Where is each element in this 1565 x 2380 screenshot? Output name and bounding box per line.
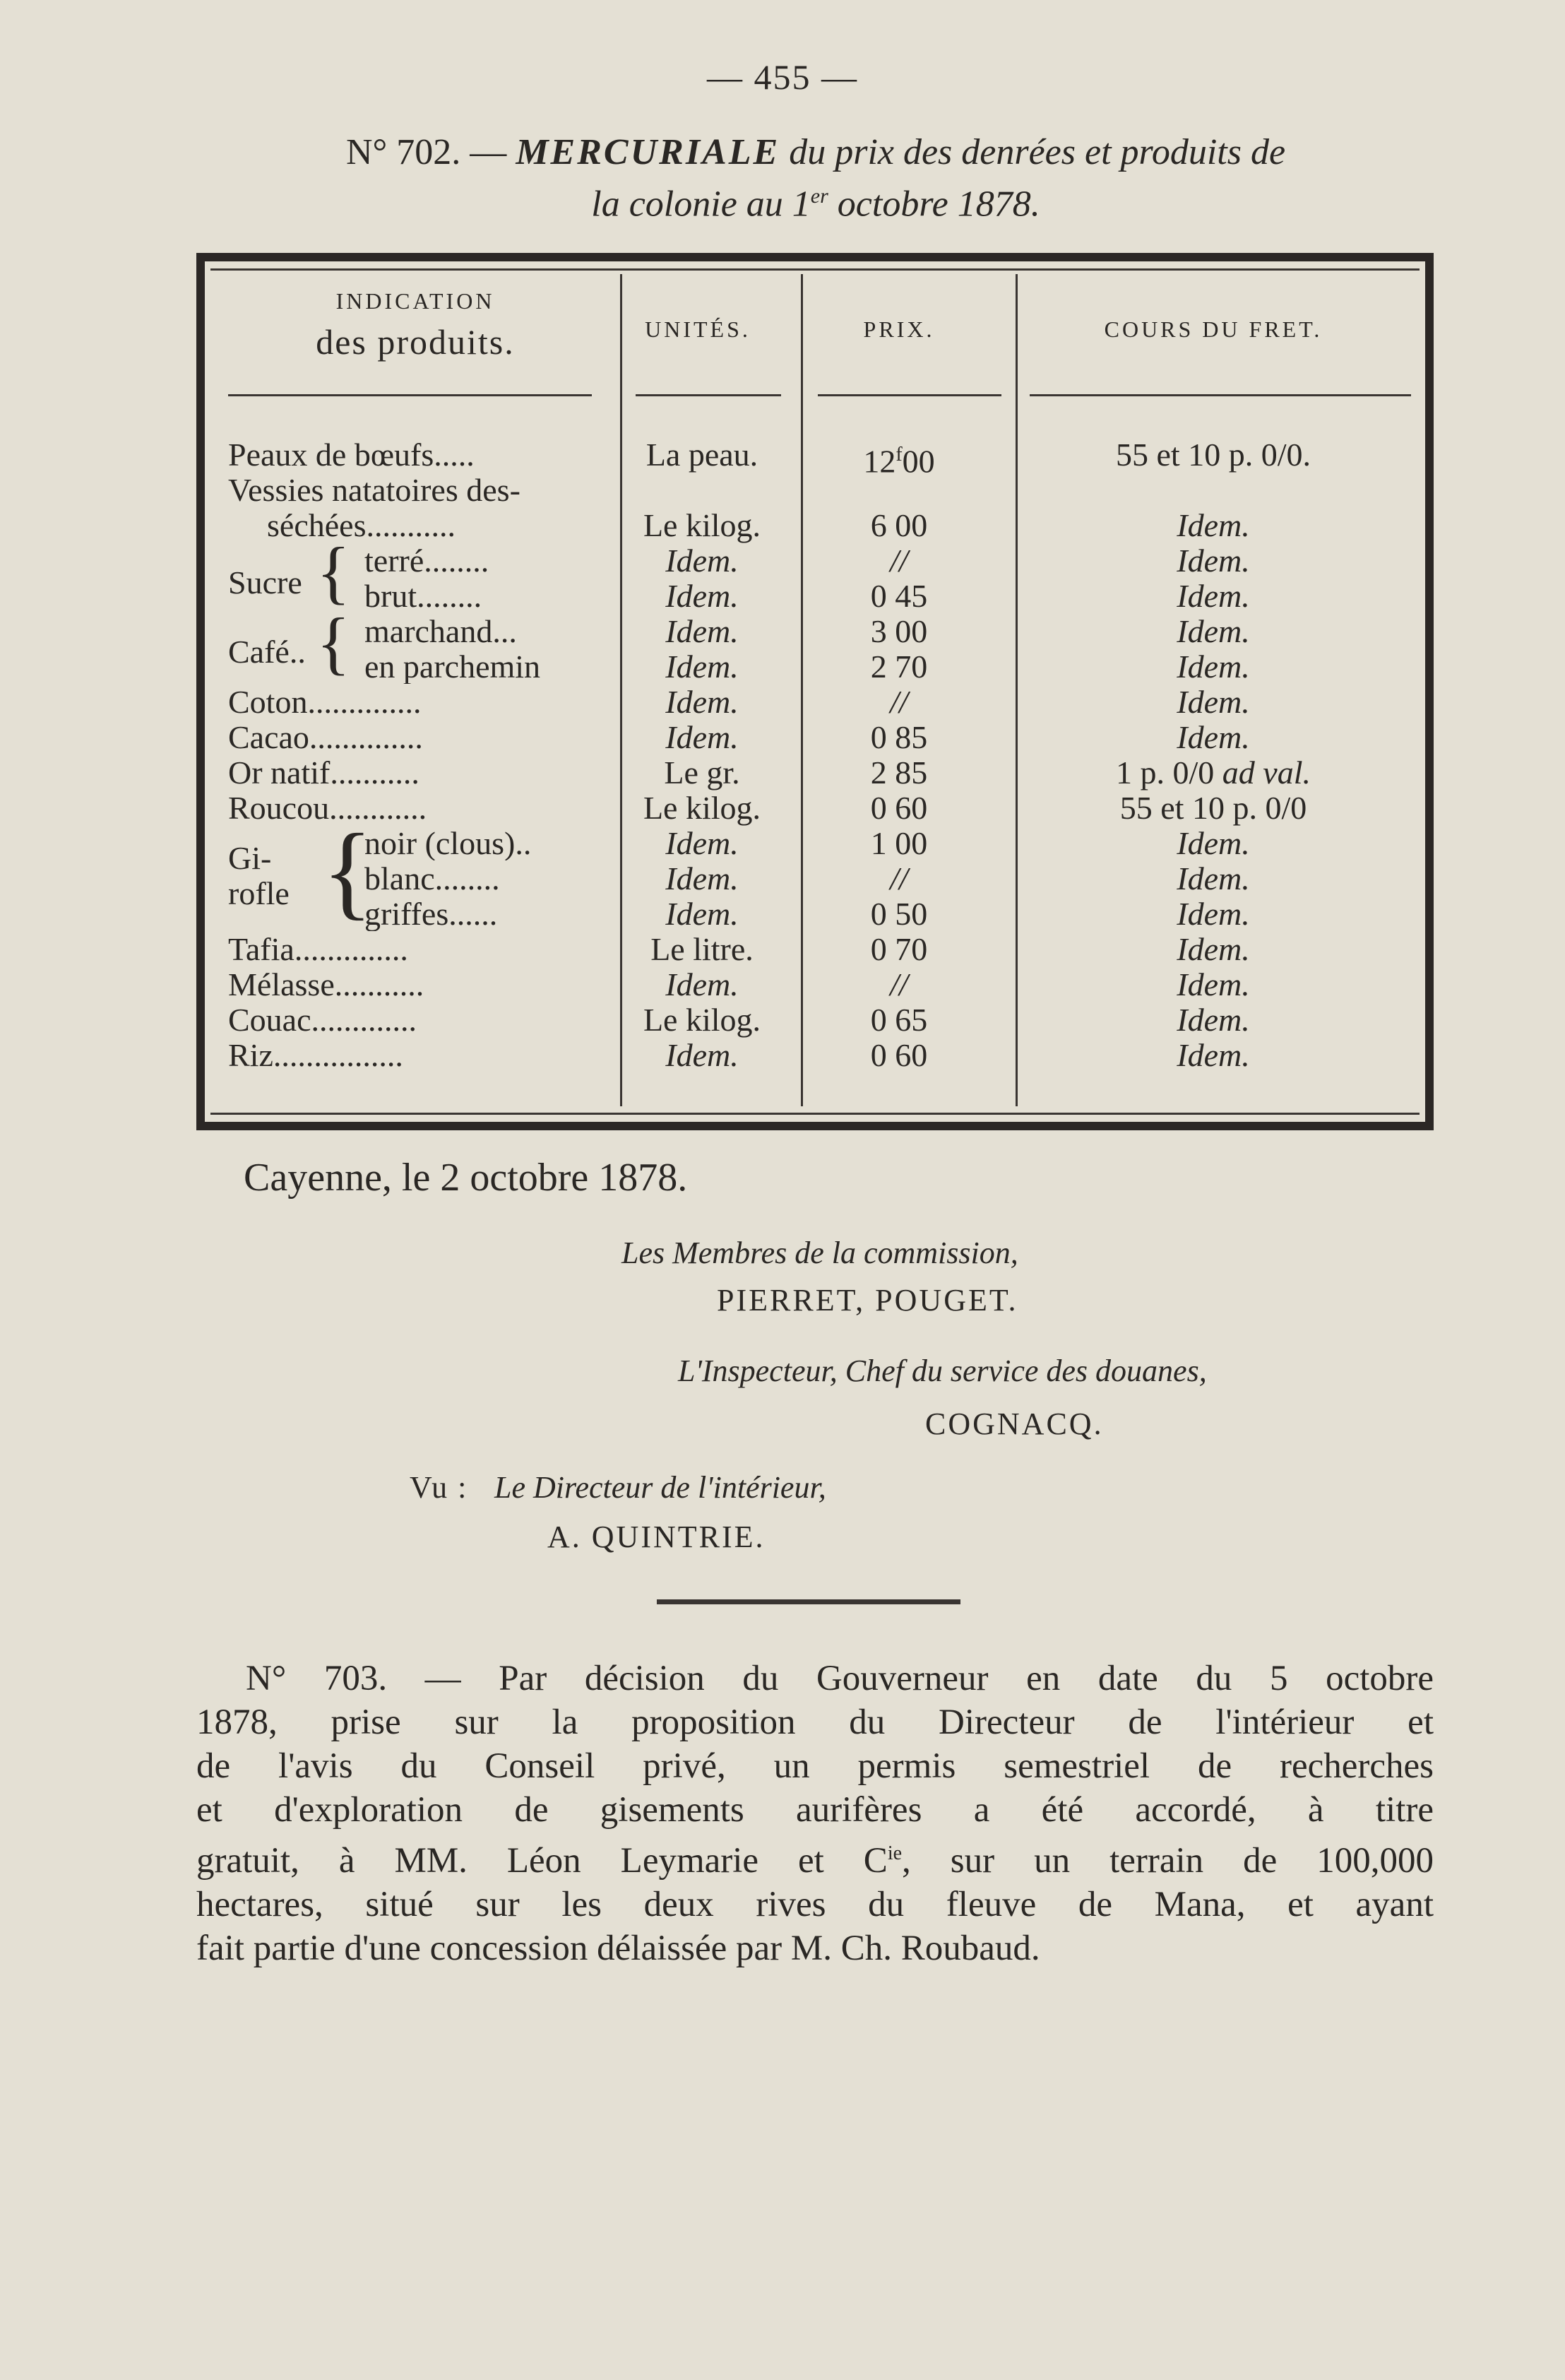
price-cell: // (890, 966, 908, 1002)
header-underline (636, 394, 781, 396)
price-cell: 6 00 (870, 507, 928, 543)
cie-sup: ie (887, 1842, 903, 1864)
table-inner-top-rule (210, 268, 1420, 271)
fret-cell: Idem. (1177, 1037, 1250, 1073)
fret-cell: Idem. (1177, 507, 1250, 543)
price-cell: 0 70 (870, 931, 928, 967)
unit-cell: Idem. (665, 896, 739, 932)
header-prix: PRIX. (863, 316, 935, 342)
table-inner-bottom-rule (210, 1113, 1420, 1115)
fret-cell: Idem. (1177, 649, 1250, 685)
paragraph-line-end: , sur un terrain de 100,000 (902, 1841, 1434, 1881)
price-cell: 0 50 (870, 896, 928, 932)
section-separator (657, 1599, 960, 1604)
fret-cell: Idem. (1177, 684, 1250, 720)
header-fret: COURS DU FRET. (1104, 316, 1323, 342)
table-row (196, 579, 1434, 613)
product-cell: Mélasse........... (228, 968, 424, 1002)
document-heading (191, 131, 1441, 226)
unit-cell: Idem. (665, 543, 739, 579)
unit-cell: Idem. (665, 860, 739, 896)
product-cell: Vessies natatoires des- (228, 473, 520, 507)
product-cell: Peaux de bœufs..... (228, 438, 475, 472)
price-cell: 0 45 (870, 578, 928, 614)
table-row (196, 685, 1434, 719)
group-label-girofle-a: Gi- (228, 840, 272, 876)
unit-cell: Idem. (665, 578, 739, 614)
product-cell: Coton.............. (228, 685, 422, 719)
table-row (196, 933, 1434, 966)
product-cell: blanc........ (364, 862, 500, 896)
table-row (196, 791, 1434, 825)
paragraph-line: de l'avis du Conseil privé, un permis semestriel de recherches (196, 1746, 1434, 1786)
price-cell: 0 85 (870, 719, 928, 755)
commission-names: PIERRET, POUGET. (717, 1283, 1018, 1318)
price-cell: 3 00 (870, 613, 928, 649)
price-cell: 0 60 (870, 1037, 928, 1073)
product-cell: Tafia.............. (228, 933, 408, 966)
place-date: Cayenne, le 2 octobre 1878. (244, 1156, 688, 1200)
vu-label: Vu : (410, 1470, 468, 1505)
unit-cell: Le kilog. (643, 790, 761, 826)
group-label-girofle-b: rofle (228, 875, 290, 911)
brace-icon: { (322, 812, 373, 930)
paragraph-line: et d'exploration de gisements aurifères a été accordé, à titre (196, 1790, 1434, 1830)
director-title: Le Directeur de l'intérieur, (494, 1470, 826, 1505)
page-number: — 455 — (707, 57, 858, 97)
group-label-sucre: Sucre (228, 564, 302, 600)
paragraph-line (196, 1832, 1434, 1883)
price-cell (804, 438, 994, 478)
unit-cell: Le kilog. (643, 1002, 761, 1038)
unit-cell: Idem. (665, 613, 739, 649)
fret-cell: 55 et 10 p. 0/0. (1116, 437, 1311, 473)
price-cell: // (890, 684, 908, 720)
brace-icon: { (316, 603, 350, 682)
product-cell: séchées........... (267, 509, 456, 543)
unit-cell: Idem. (665, 719, 739, 755)
table-row (196, 862, 1434, 896)
fret-cell (1016, 756, 1411, 790)
fret-cell: Idem. (1177, 966, 1250, 1002)
heading-text-b: la colonie au (591, 184, 783, 225)
table-row (196, 721, 1434, 754)
product-cell: Or natif........... (228, 756, 419, 790)
table-row (196, 437, 1434, 480)
price-table (196, 253, 1434, 1130)
fret-cell: Idem. (1177, 719, 1250, 755)
group-label-cafe: Café.. (228, 634, 306, 670)
product-cell: Riz................ (228, 1038, 403, 1072)
unit-cell: Le kilog. (643, 507, 761, 543)
decision-paragraph (196, 1657, 1434, 1970)
product-cell: brut........ (364, 579, 482, 613)
unit-cell: La peau. (645, 437, 758, 473)
unit-cell: Idem. (665, 1037, 739, 1073)
unit-cell: Idem. (665, 684, 739, 720)
price-cell: // (890, 543, 908, 579)
product-cell: Roucou............ (228, 791, 427, 825)
fret-cell: Idem. (1177, 825, 1250, 861)
table-row (196, 650, 1434, 684)
heading-number: N° 702. — (345, 132, 507, 172)
product-cell: marchand... (364, 615, 517, 649)
header-indication (225, 288, 606, 362)
price-currency-sup: f (895, 444, 903, 466)
table-bottom-rule (196, 1122, 1434, 1130)
table-row (196, 968, 1434, 1002)
heading-text-a: du prix des denrées et produits de (789, 132, 1286, 172)
table-row (196, 897, 1434, 931)
paragraph-line-start: gratuit, à MM. Léon Leymarie et C (196, 1841, 888, 1881)
unit-cell: Idem. (665, 825, 739, 861)
paragraph-line: N° 703. — Par décision du Gouverneur en date du 5 octobre (246, 1659, 1434, 1698)
product-cell: Couac............. (228, 1003, 417, 1037)
price-cents: 00 (902, 443, 935, 480)
price-cell: 1 00 (870, 825, 928, 861)
table-top-rule (196, 253, 1434, 261)
product-cell: en parchemin (364, 650, 541, 684)
header-underline (818, 394, 1001, 396)
table-row (196, 544, 1434, 578)
heading-date: octobre 1878. (837, 184, 1040, 225)
heading-mercuriale: MERCURIALE (516, 132, 780, 172)
fret-cell: Idem. (1177, 578, 1250, 614)
fret-cell: Idem. (1177, 1002, 1250, 1038)
price-cell: 2 85 (870, 754, 928, 791)
heading-day: 1 (792, 184, 811, 225)
product-cell: noir (clous).. (364, 827, 532, 860)
price-cell: 0 65 (870, 1002, 928, 1038)
fret-cell: Idem. (1177, 931, 1250, 967)
header-underline (228, 394, 592, 396)
table-row (196, 756, 1434, 790)
inspector-title: L'Inspecteur, Chef du service des douanes, (678, 1354, 1207, 1388)
director-name: A. QUINTRIE. (547, 1520, 766, 1554)
fret-cell: Idem. (1177, 543, 1250, 579)
paragraph-line: 1878, prise sur la proposition du Directeur de l'intérieur et (196, 1703, 1434, 1742)
table-row (196, 509, 1434, 543)
price-main: 12 (863, 443, 896, 480)
product-cell: griffes...... (364, 897, 498, 931)
unit-cell: Idem. (665, 649, 739, 685)
header-indication-line2: des produits. (316, 322, 515, 362)
header-indication-line1: INDICATION (335, 288, 495, 314)
table-row (196, 1038, 1434, 1072)
unit-cell: Idem. (665, 966, 739, 1002)
brace-icon: { (316, 533, 350, 611)
table-row (196, 1003, 1434, 1037)
commission-title: Les Membres de la commission, (621, 1236, 1018, 1270)
header-unites: UNITÉS. (645, 316, 751, 342)
fret-cell: Idem. (1177, 860, 1250, 896)
product-cell: Cacao.............. (228, 721, 423, 754)
price-cell: 0 60 (870, 790, 928, 826)
unit-cell: Le gr. (664, 754, 740, 791)
table-row (196, 473, 1434, 507)
header-underline (1030, 394, 1411, 396)
inspector-name: COGNACQ. (925, 1407, 1104, 1441)
paragraph-line: hectares, situé sur les deux rives du fleuve de Mana, et ayant (196, 1885, 1434, 1924)
price-cell: 2 70 (870, 649, 928, 685)
fret-cell: 55 et 10 p. 0/0 (1119, 790, 1307, 826)
product-cell: terré........ (364, 544, 489, 578)
table-row (196, 615, 1434, 649)
paragraph-line: fait partie d'une concession délaissée par M. Ch. Roubaud. (196, 1929, 1040, 1968)
fret-cell: Idem. (1177, 613, 1250, 649)
price-cell: // (890, 860, 908, 896)
fret-cell: Idem. (1177, 896, 1250, 932)
fret-ad-valorem: ad val. (1222, 754, 1311, 791)
table-row (196, 827, 1434, 860)
heading-day-sup: er (810, 184, 828, 208)
fret-value: 1 p. 0/0 (1116, 754, 1215, 791)
unit-cell: Le litre. (650, 931, 754, 967)
